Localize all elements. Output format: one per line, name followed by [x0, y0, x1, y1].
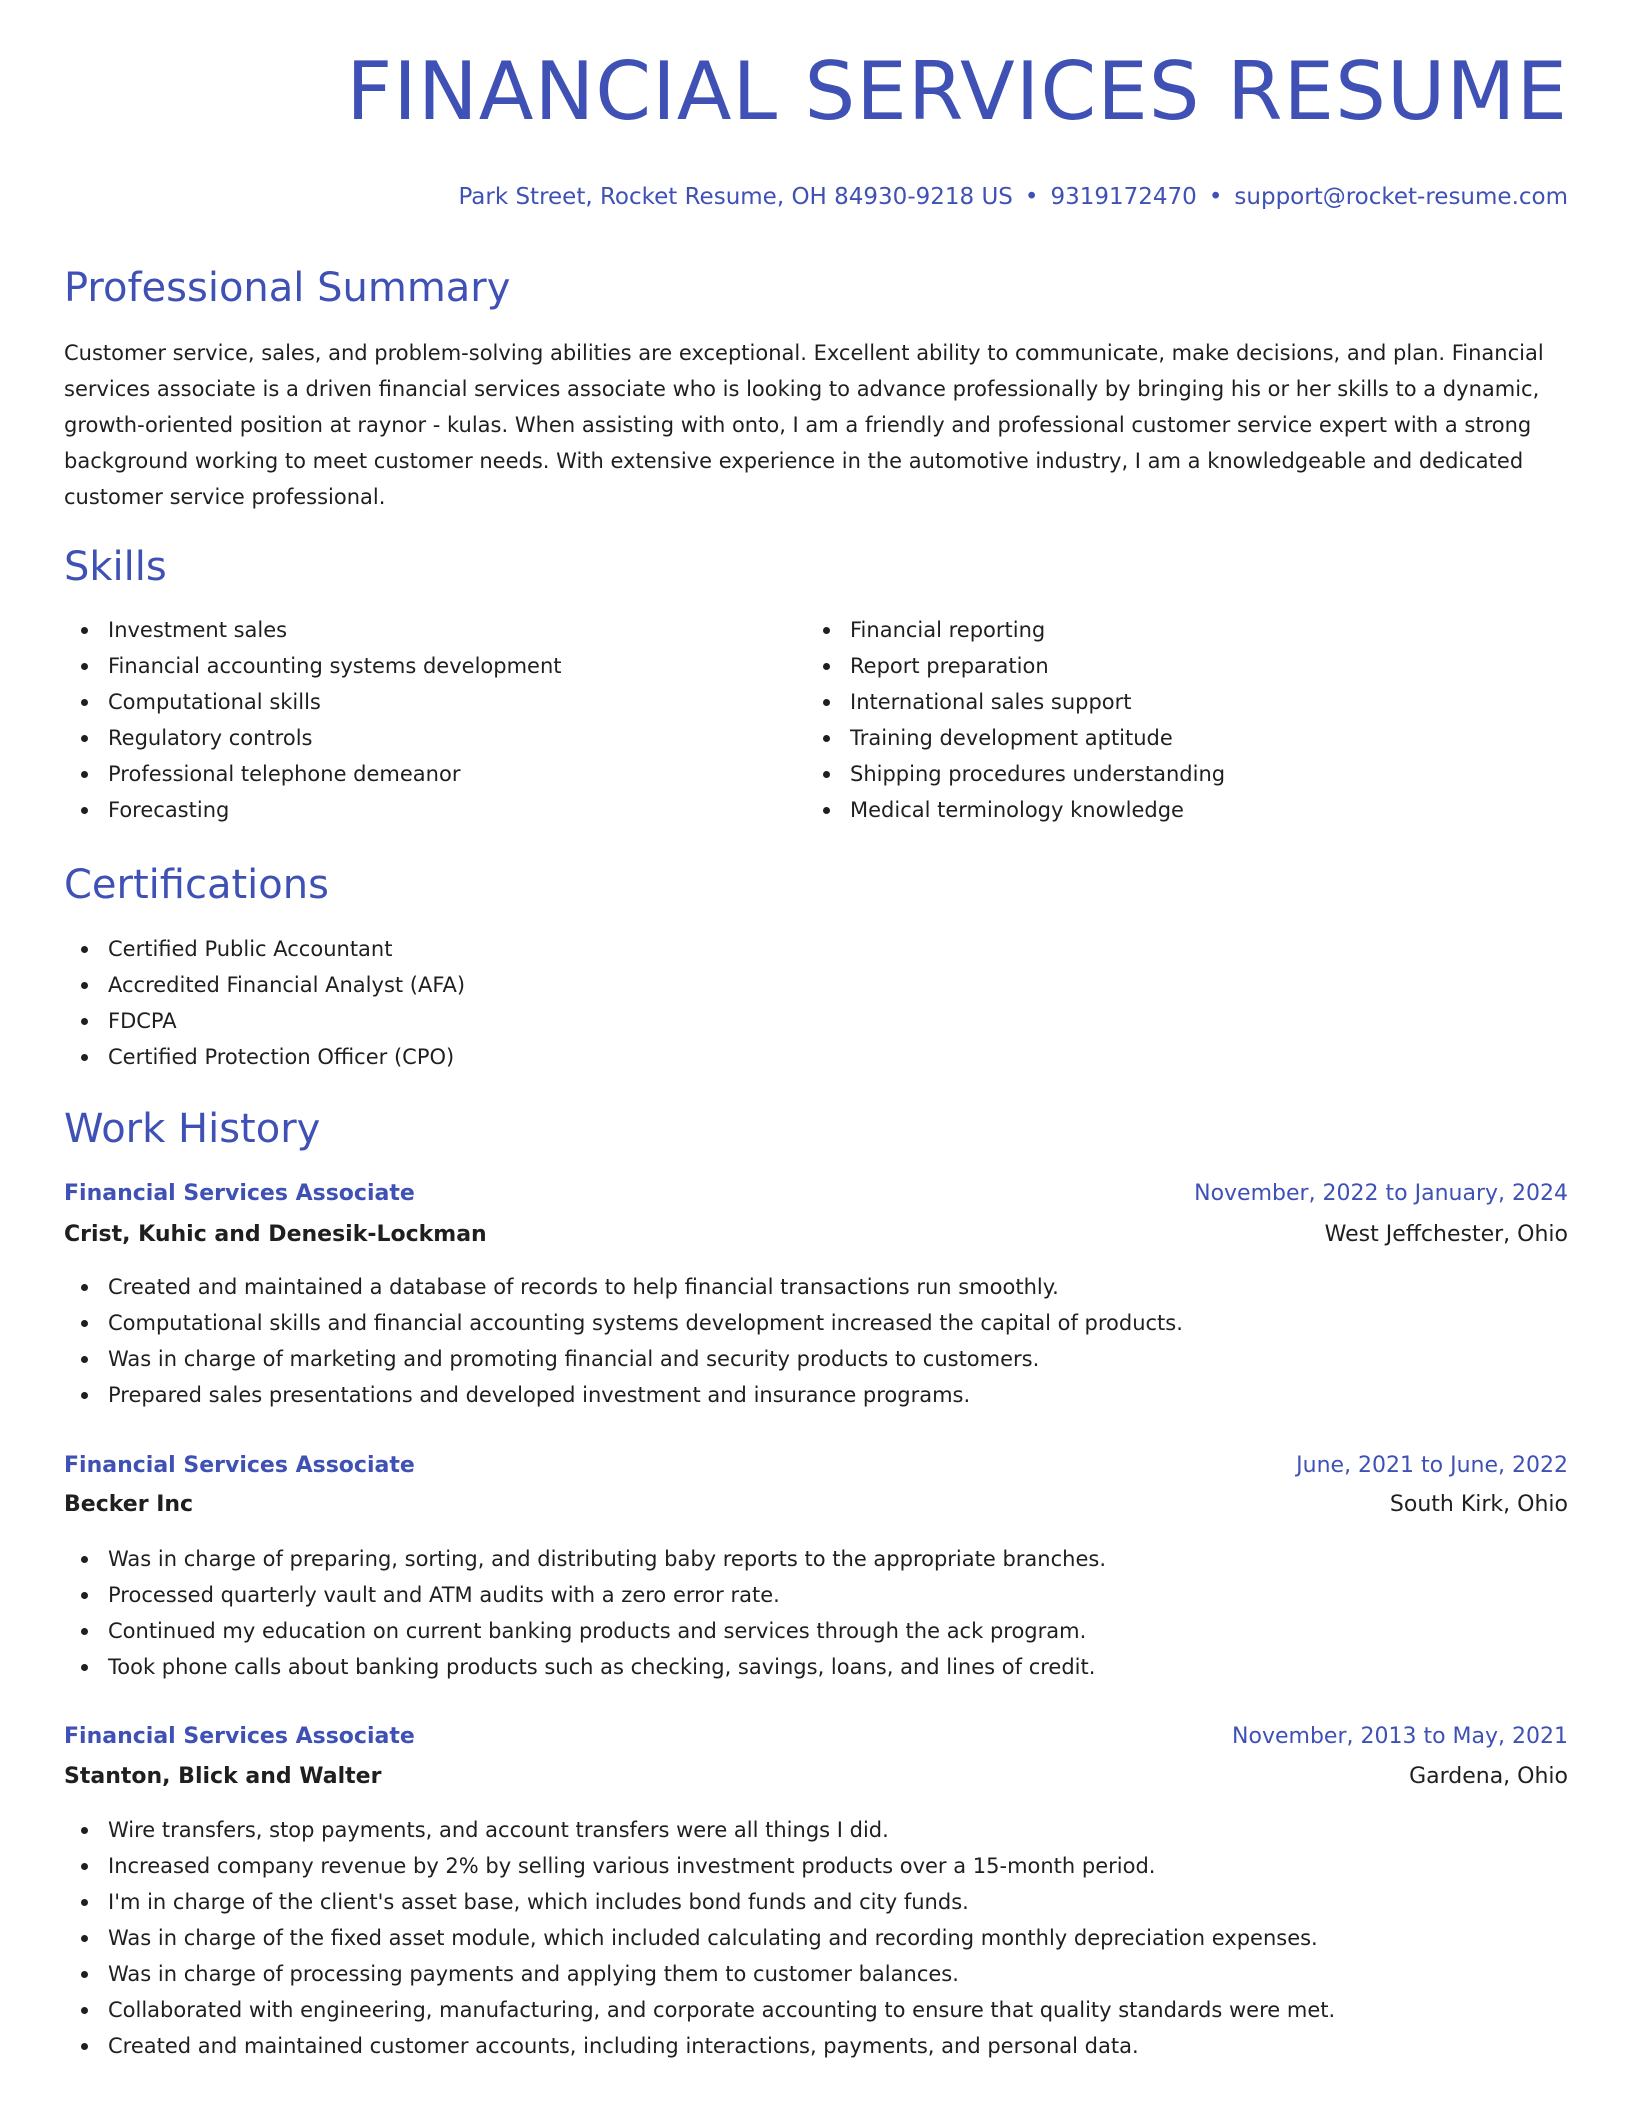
- job-bullets: [64, 1812, 1568, 2064]
- list-item: Computational skills: [64, 684, 764, 720]
- job-bullets: [64, 1269, 1568, 1413]
- list-item: Report preparation: [806, 648, 1506, 684]
- list-item: Increased company revenue by 2% by selling various investment products over a 15-month period.: [64, 1848, 1568, 1884]
- list-item: Wire transfers, stop payments, and account transfers were all things I did.: [64, 1812, 1568, 1848]
- job-title: Financial Services Associate: [64, 1453, 415, 1478]
- job-dates: November, 2013 to May, 2021: [1232, 1724, 1568, 1749]
- list-item: International sales support: [806, 684, 1506, 720]
- list-item: Forecasting: [64, 792, 764, 828]
- job-title: Financial Services Associate: [64, 1181, 415, 1206]
- job-title: Financial Services Associate: [64, 1724, 415, 1749]
- list-item: Investment sales: [64, 612, 764, 648]
- contact-separator: •: [1208, 184, 1223, 210]
- list-item: Was in charge of marketing and promoting financial and security products to customers.: [64, 1341, 1568, 1377]
- section-heading-certifications: Certifications: [64, 862, 329, 908]
- list-item: Continued my education on current banking products and services through the ack program.: [64, 1613, 1568, 1649]
- list-item: Regulatory controls: [64, 720, 764, 756]
- list-item: Professional telephone demeanor: [64, 756, 764, 792]
- section-heading-skills: Skills: [64, 544, 167, 590]
- list-item: I'm in charge of the client's asset base, which includes bond funds and city funds.: [64, 1884, 1568, 1920]
- summary-text: Customer service, sales, and problem-solving abilities are exceptional. Excellent ability to communicate, make decisions, and plan. Financial services associate is a driven financial services associate who is looking to advance professionally by bringing his or her skills to a dynamic, growth-oriented position at raynor - kulas. When assisting with onto, I am a friendly and professional customer service expert with a strong background working to meet customer needs. With extensive experience in the automotive industry, I am a knowledgeable and dedicated customer service professional.: [64, 341, 1544, 509]
- resume-title: FINANCIAL SERVICES RESUME: [346, 45, 1568, 138]
- list-item: Computational skills and financial accounting systems development increased the capital of products.: [64, 1305, 1568, 1341]
- list-item: Was in charge of preparing, sorting, and distributing baby reports to the appropriate branches.: [64, 1541, 1568, 1577]
- section-heading-work-history: Work History: [64, 1106, 321, 1152]
- job-location: West Jeffchester, Ohio: [1324, 1222, 1568, 1247]
- job-bullets: [64, 1541, 1568, 1685]
- list-item: Collaborated with engineering, manufacturing, and corporate accounting to ensure that quality standards were met.: [64, 1992, 1568, 2028]
- list-item: Medical terminology knowledge: [806, 792, 1506, 828]
- list-item: Created and maintained a database of records to help financial transactions run smoothly.: [64, 1269, 1568, 1305]
- list-item: Was in charge of processing payments and applying them to customer balances.: [64, 1956, 1568, 1992]
- contact-line: [458, 182, 1568, 212]
- job-dates: November, 2022 to January, 2024: [1194, 1181, 1568, 1206]
- list-item: Financial accounting systems development: [64, 648, 764, 684]
- list-item: Was in charge of the fixed asset module, which included calculating and recording monthly depreciation expenses.: [64, 1920, 1568, 1956]
- list-item: Took phone calls about banking products such as checking, savings, loans, and lines of credit.: [64, 1649, 1568, 1685]
- certifications-list: [64, 931, 1064, 1075]
- list-item: Processed quarterly vault and ATM audits with a zero error rate.: [64, 1577, 1568, 1613]
- job-dates: June, 2021 to June, 2022: [1296, 1453, 1568, 1478]
- list-item: Accredited Financial Analyst (AFA): [64, 967, 1064, 1003]
- job-company: Crist, Kuhic and Denesik-Lockman: [64, 1222, 487, 1247]
- contact-separator: •: [1024, 184, 1039, 210]
- list-item: FDCPA: [64, 1003, 1064, 1039]
- list-item: Prepared sales presentations and developed investment and insurance programs.: [64, 1377, 1568, 1413]
- contact-address: Park Street, Rocket Resume, OH 84930-9218 US: [458, 184, 1013, 210]
- list-item: Certified Protection Officer (CPO): [64, 1039, 1064, 1075]
- job-company: Becker Inc: [64, 1492, 194, 1517]
- skills-list-left: [64, 612, 764, 828]
- list-item: Training development aptitude: [806, 720, 1506, 756]
- list-item: Shipping procedures understanding: [806, 756, 1506, 792]
- job-location: South Kirk, Ohio: [1389, 1492, 1568, 1517]
- job-location: Gardena, Ohio: [1409, 1764, 1568, 1789]
- list-item: Financial reporting: [806, 612, 1506, 648]
- contact-email[interactable]: support@rocket-resume.com: [1234, 184, 1568, 210]
- section-heading-summary: Professional Summary: [64, 265, 511, 311]
- contact-phone: 9319172470: [1050, 184, 1197, 210]
- list-item: Certified Public Accountant: [64, 931, 1064, 967]
- list-item: Created and maintained customer accounts, including interactions, payments, and personal data.: [64, 2028, 1568, 2064]
- job-company: Stanton, Blick and Walter: [64, 1764, 382, 1789]
- skills-list-right: [806, 612, 1506, 828]
